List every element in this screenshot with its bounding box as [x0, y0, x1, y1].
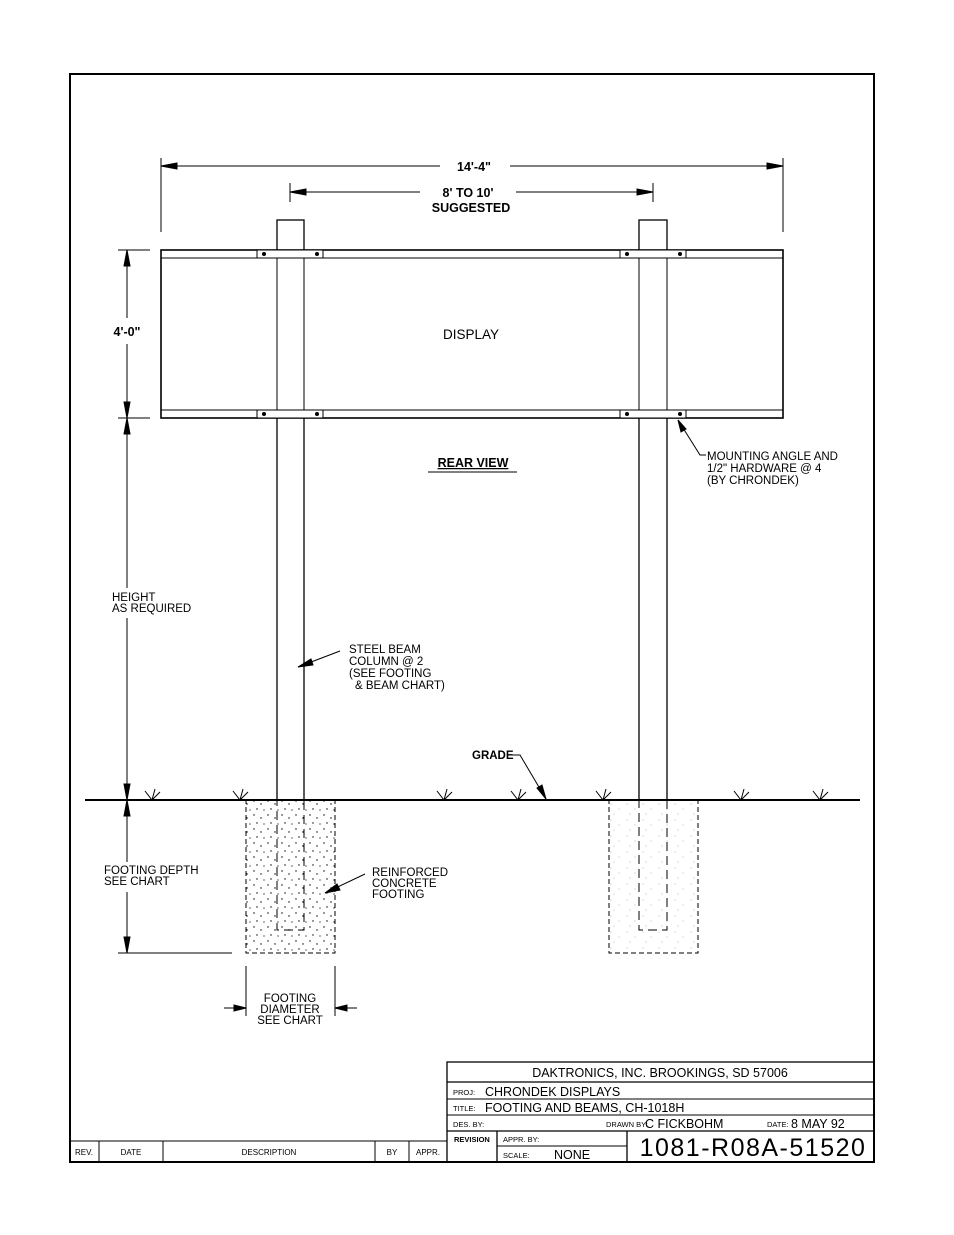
date-value: 8 MAY 92: [791, 1117, 845, 1131]
company-line: DAKTRONICS, INC. BROOKINGS, SD 57006: [532, 1066, 788, 1080]
appr-header: APPR.: [415, 1148, 441, 1157]
grade-leader: [512, 755, 546, 799]
title-value: FOOTING AND BEAMS, CH-1018H: [485, 1101, 685, 1115]
date-header: DATE: [120, 1148, 142, 1157]
display-height-label: 4'-0": [113, 325, 141, 339]
footing-left: [246, 800, 335, 953]
footing-depth-line-1: FOOTING DEPTH: [104, 865, 199, 877]
appr-by-label: APPR. BY:: [503, 1135, 540, 1144]
mounting-note-leader: [678, 420, 706, 455]
grass-marks: [145, 789, 828, 800]
sheet-border: [70, 74, 874, 1162]
concrete-note-line-3: FOOTING: [372, 889, 425, 901]
concrete-note-line-1: REINFORCED: [372, 867, 449, 879]
drawing-number: 1081-R08A-51520: [639, 1134, 867, 1162]
des-by-label: DES. BY:: [453, 1120, 485, 1129]
footing-diameter-line-1: FOOTING: [263, 993, 317, 1005]
footing-diameter-line-3: SEE CHART: [257, 1015, 323, 1027]
height-label-line-1: HEIGHT: [112, 592, 156, 604]
steel-beam-note-line-3: (SEE FOOTING: [349, 668, 432, 680]
mounting-note-line-2: 1/2" HARDWARE @ 4: [707, 463, 822, 475]
mounting-note-line-3: (BY CHRONDEK): [707, 475, 799, 487]
description-header: DESCRIPTION: [241, 1148, 297, 1157]
by-header: BY: [386, 1148, 398, 1157]
concrete-note-line-2: CONCRETE: [372, 878, 437, 890]
footing-right: [609, 800, 698, 953]
height-label-line-2: AS REQUIRED: [112, 603, 192, 615]
post-spacing-note: SUGGESTED: [431, 201, 511, 215]
mounting-note-line-1: MOUNTING ANGLE AND: [707, 451, 838, 463]
revision-label: REVISION: [454, 1135, 490, 1144]
overall-width-label: 14'-4": [457, 160, 491, 174]
steel-beam-note-line-4: & BEAM CHART): [355, 680, 445, 692]
drawn-by-value: C FICKBOHM: [645, 1117, 724, 1131]
scale-label: SCALE:: [503, 1151, 530, 1160]
title-label: TITLE:: [453, 1104, 476, 1113]
rev-header: REV.: [75, 1148, 93, 1157]
drawn-by-label: DRAWN BY:: [606, 1120, 648, 1129]
steel-beam-note-line-2: COLUMN @ 2: [349, 656, 424, 668]
proj-label: PROJ:: [453, 1088, 476, 1097]
post-spacing-label: 8' TO 10': [442, 186, 494, 200]
grade-label: GRADE: [472, 750, 514, 762]
proj-value: CHRONDEK DISPLAYS: [485, 1085, 621, 1099]
footing-depth-line-2: SEE CHART: [104, 876, 170, 888]
scale-value: NONE: [554, 1148, 591, 1162]
view-title: REAR VIEW: [437, 456, 509, 470]
date-label: DATE:: [767, 1120, 789, 1129]
steel-beam-note-line-1: STEEL BEAM: [349, 644, 421, 656]
display-label: DISPLAY: [442, 327, 500, 342]
footing-diameter-line-2: DIAMETER: [260, 1004, 320, 1016]
